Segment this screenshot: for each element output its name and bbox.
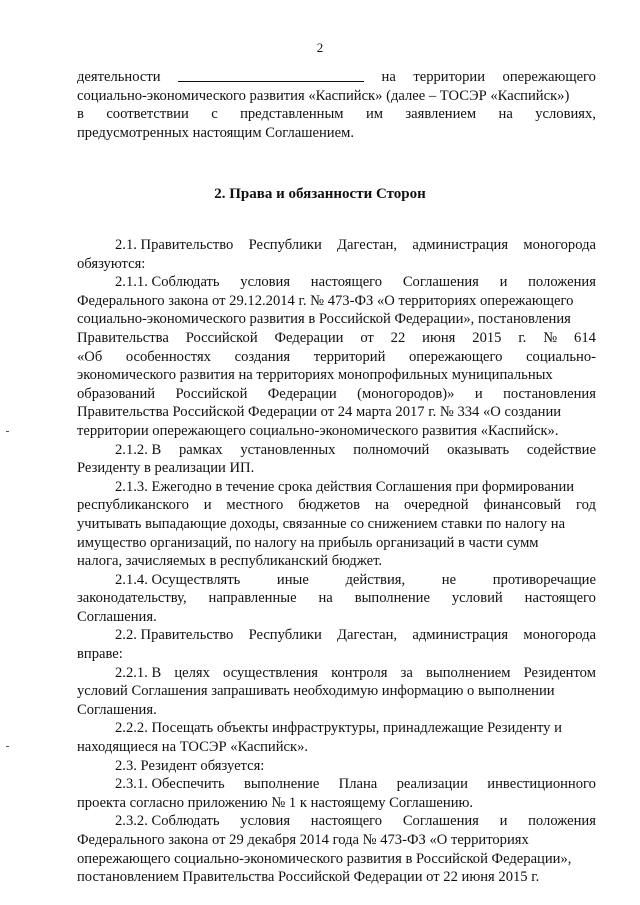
text-run: постановления <box>503 385 596 402</box>
text-run: законодательству, <box>77 590 187 607</box>
text-run: им <box>365 106 383 123</box>
text-run: настоящего <box>524 590 596 607</box>
text-line <box>77 236 596 255</box>
text-line <box>77 496 596 515</box>
text-line <box>77 719 596 738</box>
text-line <box>77 441 596 460</box>
text-run: Федерации <box>267 385 337 402</box>
text-line <box>77 794 596 813</box>
text-run: 2.1.4. Осуществлять <box>115 571 241 588</box>
text-run: Соглашения <box>402 274 479 291</box>
text-run: направленные <box>208 590 297 607</box>
text-run: не <box>441 571 457 588</box>
text-run: условий <box>451 590 503 607</box>
text-run: инвестиционного <box>487 776 596 793</box>
text-run: выполнение <box>354 590 430 607</box>
text-run: Плана <box>338 776 378 793</box>
text-run: 2.1. Правительство <box>115 237 234 253</box>
text-run: 2.3. Резидент обязуется: <box>115 757 265 774</box>
text-run: 2.1.3. Ежегодно в течение срока действия Соглашения при формировании <box>115 478 575 495</box>
text-run: условия <box>240 274 291 291</box>
text-run: и <box>499 274 508 291</box>
text-run: 2.2.2. Посещать объекты инфраструктуры, принадлежащие Резиденту и <box>115 720 562 737</box>
blank-field-line <box>178 68 364 82</box>
text-run: выполнение <box>244 776 320 793</box>
text-run: от <box>360 329 374 346</box>
text-run: осуществления <box>223 664 318 681</box>
text-run: 22 <box>390 329 406 346</box>
text-run: социально-экономического развития «Каспийск» (далее – ТОСЭР «Каспийск») <box>77 87 570 104</box>
text-run: и <box>203 497 212 514</box>
text-line <box>77 292 596 311</box>
text-run: образований <box>77 385 156 402</box>
text-run: имущество организаций, по налогу на прибыль организаций в части сумм <box>77 534 539 551</box>
text-run: экономического развития на территориях монопрофильных муниципальных <box>77 367 553 384</box>
intro-paragraph <box>77 68 596 142</box>
text-line <box>77 385 596 404</box>
text-line <box>77 534 596 553</box>
text-run: опережающего <box>409 348 503 365</box>
text-run: содействие <box>526 441 596 458</box>
text-run: положения <box>528 813 596 830</box>
text-run: 614 <box>574 329 596 346</box>
text-run: контроля <box>331 664 388 681</box>
text-run: обязуются: <box>77 255 146 272</box>
text-run: администрация <box>412 237 509 253</box>
text-line <box>77 329 596 348</box>
text-line <box>77 701 596 720</box>
text-run: Правительства <box>77 329 169 346</box>
text-line <box>77 831 596 850</box>
text-line <box>77 850 596 869</box>
text-run: налога, зачисляемых в республиканский бюджет. <box>77 553 383 570</box>
text-run: моногорода <box>523 237 596 253</box>
text-run: в <box>77 106 84 123</box>
text-run: Республики <box>248 627 322 644</box>
text-run: установленных <box>240 441 336 458</box>
text-run: противоречащие <box>492 571 596 588</box>
text-run: Федерации <box>274 329 344 346</box>
text-run: учитывать выпадающие доходы, связанные со снижением ставки по налогу на <box>77 515 566 532</box>
text-run: представленным <box>240 106 344 123</box>
text-line <box>77 626 596 645</box>
text-run: республиканского <box>77 497 189 514</box>
text-line <box>77 478 596 497</box>
text-run: целях <box>174 664 210 681</box>
text-run: 2.2.1. В <box>115 664 162 681</box>
text-run: территории <box>413 69 486 85</box>
text-run: и <box>499 813 508 830</box>
text-run: Резиденту в реализации ИП. <box>77 460 255 477</box>
text-line <box>77 422 596 441</box>
text-line <box>77 868 596 887</box>
text-run: год <box>575 497 596 514</box>
text-run: Дагестан, <box>337 237 398 253</box>
text-run: на <box>318 590 333 607</box>
text-run: особенностях <box>125 348 211 365</box>
text-run: июня <box>422 329 456 346</box>
text-run: 2.1.2. В <box>115 441 162 458</box>
text-run: полномочий <box>353 441 430 458</box>
page-number: 2 <box>316 40 324 55</box>
text-run: проекта согласно приложению № 1 к настоящему Соглашению. <box>77 794 474 811</box>
text-line <box>77 738 596 757</box>
text-run: условиях, <box>535 106 596 123</box>
text-line <box>77 459 596 478</box>
text-run: Резидентом <box>523 664 596 681</box>
text-line <box>77 348 596 367</box>
text-run: 2.3.2. Соблюдать <box>115 813 220 830</box>
text-run: Соглашения. <box>77 701 157 718</box>
text-run: положения <box>528 274 596 291</box>
text-line <box>77 682 596 701</box>
text-run: с <box>211 106 218 123</box>
text-run: бюджетов <box>298 497 360 514</box>
text-run: за <box>400 664 413 681</box>
text-run: 2.2. Правительство <box>115 627 234 644</box>
text-run: на <box>498 106 513 123</box>
text-run: Соглашения <box>402 813 479 830</box>
text-run: соответствии <box>106 106 189 123</box>
text-run: Федерального закона от 29.12.2014 г. № 473-ФЗ «О территориях опережающего <box>77 292 574 309</box>
text-run: (моногородов)» <box>357 385 455 402</box>
text-run: социально- <box>526 348 596 365</box>
text-line <box>77 403 596 422</box>
text-line <box>77 87 596 106</box>
section-body <box>77 236 596 887</box>
text-line <box>77 68 596 87</box>
text-run: № <box>543 329 558 346</box>
text-line <box>77 608 596 627</box>
text-line <box>77 366 596 385</box>
text-run: Дагестан, <box>337 627 398 644</box>
text-line <box>77 124 596 143</box>
text-line <box>77 105 596 124</box>
text-run: Правительства Российской Федерации от 24 марта 2017 г. № 334 «О создании <box>77 404 562 421</box>
text-run: местного <box>226 497 284 514</box>
text-line <box>77 255 596 274</box>
text-run: г. <box>518 329 527 346</box>
text-run: иные <box>276 571 309 588</box>
text-run: финансовый <box>483 497 562 514</box>
text-run: 2015 <box>472 329 502 346</box>
text-run: Российской <box>185 329 258 346</box>
text-line <box>77 273 596 292</box>
text-run: опережающего <box>502 69 596 85</box>
text-line <box>77 757 596 776</box>
text-run: очередной <box>403 497 469 514</box>
text-run: вправе: <box>77 646 123 663</box>
text-run: «Об <box>77 348 103 365</box>
text-run: условия <box>240 813 291 830</box>
text-run: настоящего <box>310 274 383 291</box>
text-run: территорий <box>313 348 386 365</box>
text-run: Республики <box>248 237 322 253</box>
text-run: действия, <box>345 571 406 588</box>
text-run: находящиеся на ТОСЭР «Каспийск». <box>77 739 309 756</box>
text-run: настоящего <box>310 813 383 830</box>
text-run: выполнением <box>426 664 511 681</box>
text-run: на <box>381 69 396 85</box>
text-run: рамках <box>178 441 223 458</box>
text-line <box>77 812 596 831</box>
text-line <box>77 515 596 534</box>
text-line <box>77 645 596 664</box>
text-line <box>77 589 596 608</box>
text-run: предусмотренных настоящим Соглашением. <box>77 124 354 141</box>
text-run: Федерального закона от 29 декабря 2014 года № 473-ФЗ «О территориях <box>77 832 529 848</box>
text-run: реализации <box>396 776 468 793</box>
text-run: моногорода <box>523 627 596 644</box>
text-line <box>77 310 596 329</box>
margin-mark <box>6 431 9 432</box>
text-run: 2.3.1. Обеспечить <box>115 776 225 793</box>
text-run: условий Соглашения запрашивать необходимую информацию о выполнении <box>77 683 555 700</box>
text-line <box>77 552 596 571</box>
text-run: Российской <box>175 385 248 402</box>
text-run: 2.1.1. Соблюдать <box>115 274 220 291</box>
text-run: опережающего социально-экономического развития в Российской Федерации», <box>77 850 572 867</box>
text-run: Соглашения. <box>77 608 157 625</box>
text-run: социально-экономического развития в Российской Федерации», постановления <box>77 311 571 328</box>
text-line <box>77 775 596 794</box>
text-run: территории опережающего социально-экономического развития «Каспийск». <box>77 422 559 439</box>
text-run: администрация <box>412 627 509 644</box>
text-run: на <box>374 497 390 514</box>
text-run: деятельности <box>77 69 161 85</box>
text-line <box>77 664 596 683</box>
margin-mark <box>6 746 9 747</box>
text-run: заявлением <box>405 106 477 123</box>
text-line <box>77 571 596 590</box>
text-run: оказывать <box>447 441 510 458</box>
section-heading: 2. Права и обязанности Сторон <box>214 186 426 202</box>
text-run: создания <box>234 348 291 365</box>
text-run: и <box>474 385 483 402</box>
text-run: постановлением Правительства Российской Федерации от 22 июня 2015 г. <box>77 869 540 886</box>
